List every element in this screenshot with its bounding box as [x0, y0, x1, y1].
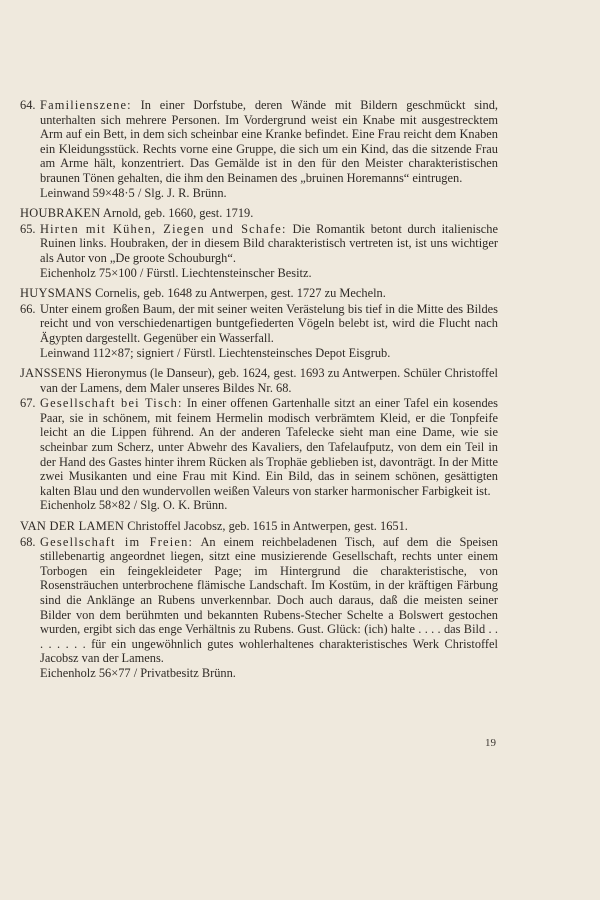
- entry-number: 65.: [20, 221, 36, 236]
- entry-meta: Leinwand 59×48·5 / Slg. J. R. Brünn.: [40, 185, 227, 200]
- artist-name: JANSSENS: [20, 366, 83, 381]
- catalog-entry-68: [20, 535, 498, 681]
- entry-description: In einer offenen Gartenhalle sitzt an einer Tafel ein kosendes Paar, sie in schönem, mit feinem Hermelin modisch verbrämtem Kleid, er die Tonpfeife leicht an die Lippen führend. An der anderen Tafelecke sieht man eine Dame, wie sie scheinbar zum Scherz, unter Abwehr des Kavaliers, den Tafelaufputz, von dem ein Teil in der Hand des Gastes hinter ihrem Rücken als Trophäe geblieben ist, davonträgt. In der Mitte zwei Musikanten und eine Frau mit Kind. Ein Bild, das in seinem schönen, gesättigten kalten Blau und den wundervollen weißen Valeurs von starker harmonischer Farbigkeit ist.: [40, 396, 498, 498]
- catalog-entry-65: [20, 222, 498, 280]
- entry-number: 67.: [20, 396, 36, 411]
- entry-meta: Eichenholz 75×100 / Fürstl. Liechtensteinscher Besitz.: [40, 265, 312, 280]
- artist-info: Hieronymus (le Danseur), geb. 1624, gest. 1693 zu Antwerpen. Schüler Christoffel van der Lamens, dem Maler unseres Bildes Nr. 68.: [40, 366, 498, 395]
- entry-title: Familienszene:: [40, 98, 132, 112]
- entry-number: 66.: [20, 301, 36, 316]
- entry-meta: Eichenholz 58×82 / Slg. O. K. Brünn.: [40, 498, 228, 513]
- artist-heading-huysmans: [20, 286, 498, 301]
- entry-description: Unter einem großen Baum, der mit seiner weiten Verästelung bis tief in die Mitte des Bildes reicht und von verschiedenartigen buntgefiederten Vögeln belebt ist, wird die Flucht nach Ägypten dargestellt. Gegenüber ein Wasserfall.: [40, 301, 498, 345]
- artist-heading-houbraken: [20, 206, 498, 221]
- artist-heading-janssens: [20, 366, 498, 395]
- artist-heading-van-der-lamen: [20, 519, 498, 534]
- entry-title: Gesellschaft bei Tisch:: [40, 396, 183, 411]
- catalog-page: [20, 98, 498, 681]
- entry-number: 64.: [20, 98, 36, 112]
- catalog-entry-66: [20, 302, 498, 360]
- entry-description: In einer Dorfstube, deren Wände mit Bildern geschmückt sind, unterhalten sich mehrere Personen. Im Vordergrund weist ein Knabe mit ausgestrecktem Arm auf ein Bett, in dem sich scheinbar eine Kranke befindet. Eine Frau reicht dem Knaben ein Kleidungsstück. Rechts vorne eine Gruppe, die sich um ein Kind, das die sitzende Frau am Arme hält, konzentriert. Das Gemälde ist in den für den Meister charakteristischen braunen Tönen gehalten, die ihm den Beinamen des „bruinen Horemanns“ eintrugen.: [40, 98, 498, 185]
- artist-name: HOUBRAKEN: [20, 206, 101, 221]
- artist-info: Cornelis, geb. 1648 zu Antwerpen, gest. 1727 zu Mecheln.: [95, 286, 386, 301]
- artist-info: Christoffel Jacobsz, geb. 1615 in Antwerpen, gest. 1651.: [127, 519, 408, 534]
- entry-meta: Leinwand 112×87; signiert / Fürstl. Liechtensteinsches Depot Eisgrub.: [40, 345, 391, 360]
- entry-description: An einem reichbeladenen Tisch, auf dem die Speisen stillebenartig angeordnet liegen, sitzt eine musizierende Gesellschaft, rechts unter einem Torbogen ein feingekleideter Page; im Hintergrund die charakteristische, von Rosensträuchen unterbrochene flämische Landschaft. Im Kostüm, in der kräftigen Färbung sind die Anklänge an Rubens unverkennbar. Doch auch daraus, daß die meisten seiner Bilder von dem berühmten und bekannten Rubens-Stecher Schelte a Bolswert gestochen wurden, ergibt sich das enge Verhältnis zu Rubens. Gust. Glück: (ich) halte . . . . das Bild . . . . . . . . für ein ungewöhnlich gutes wohlerhaltenes charakteristisches Werk Christoffel Jacobsz van der Lamens.: [40, 534, 499, 666]
- page-number: 19: [485, 737, 496, 749]
- entry-description: Die Romantik betont durch italienische Ruinen links. Houbraken, der in diesem Bild charakteristisch vertreten ist, ist uns wichtiger als Autor von „De groote Schouburgh“.: [40, 221, 498, 265]
- catalog-entry-67: [20, 396, 498, 513]
- artist-info: Arnold, geb. 1660, gest. 1719.: [102, 206, 254, 221]
- entry-meta: Eichenholz 56×77 / Privatbesitz Brünn.: [40, 665, 236, 680]
- entry-title: Gesellschaft im Freien:: [40, 534, 194, 549]
- artist-name: HUYSMANS: [20, 286, 92, 301]
- entry-title: Hirten mit Kühen, Ziegen und Schafe:: [40, 221, 287, 236]
- entry-number: 68.: [20, 534, 36, 549]
- catalog-entry-64: [20, 98, 498, 200]
- artist-name: VAN DER LAMEN: [20, 519, 125, 534]
